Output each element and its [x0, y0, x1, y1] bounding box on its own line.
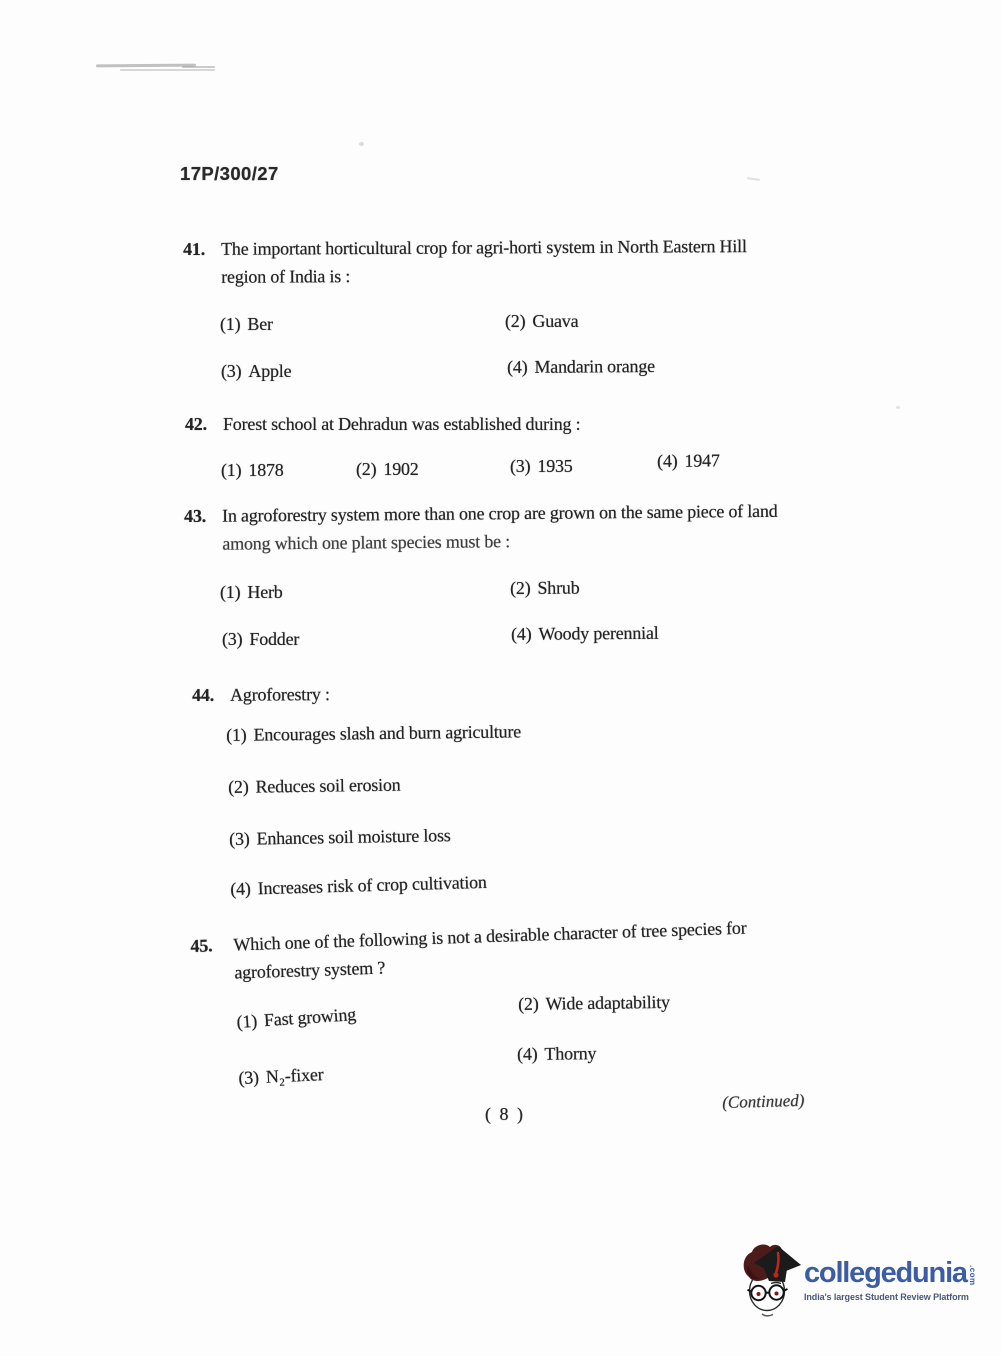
option-42-3: (3) 1935	[510, 456, 573, 476]
question-43	[184, 498, 778, 558]
option-44-2: (2) Reduces soil erosion	[228, 774, 401, 797]
scan-artifact-speck	[896, 406, 900, 409]
option-45-1: (1) Fast growing	[236, 1004, 357, 1032]
scan-artifact-speck	[747, 177, 760, 181]
option-43-2: (2) Shrub	[510, 577, 580, 598]
question-41-text: The important horticultural crop for agri-horti system in North Eastern Hill region of India is :	[221, 236, 747, 287]
option-41-2: (2) Guava	[505, 311, 579, 331]
option-44-3: (3) Enhances soil moisture loss	[229, 825, 451, 849]
continued-note: (Continued)	[722, 1090, 805, 1112]
question-44-number: 44.	[192, 684, 215, 705]
collegedunia-tagline: India's largest Student Review Platform	[804, 1292, 969, 1302]
question-45-number: 45.	[190, 935, 213, 956]
option-43-1: (1) Herb	[220, 582, 283, 602]
question-44	[192, 681, 330, 709]
option-45-2: (2) Wide adaptability	[518, 991, 670, 1014]
scan-artifact-mark	[182, 66, 215, 68]
option-43-4: (4) Woody perennial	[511, 622, 659, 644]
question-42-number: 42.	[185, 414, 207, 434]
question-44-text: Agroforestry :	[230, 684, 330, 705]
question-43-number: 43.	[184, 505, 207, 526]
question-45-text: Which one of the following is not a desirable character of tree species for agroforestry system ?	[233, 917, 747, 983]
question-42	[185, 411, 580, 439]
collegedunia-logo-text	[804, 1241, 977, 1302]
option-45-4: (4) Thorny	[517, 1043, 597, 1064]
option-44-1: (1) Encourages slash and burn agriculture	[226, 721, 522, 745]
scan-artifact-mark	[120, 69, 215, 71]
collegedunia-brand-text: collegedunia	[804, 1257, 967, 1289]
option-41-4: (4) Mandarin orange	[507, 355, 655, 377]
option-44-4: (4) Increases risk of crop cultivation	[230, 871, 487, 899]
question-45	[190, 914, 748, 988]
option-41-3: (3) Apple	[221, 361, 292, 381]
scan-artifact-mark	[96, 64, 196, 68]
question-43-text: In agroforestry system more than one crop are grown on the same piece of land among which one plant species must be :	[222, 500, 778, 554]
collegedunia-logo	[740, 1241, 977, 1321]
question-42-text: Forest school at Dehradun was established during :	[223, 414, 581, 434]
paper-code: 17P/300/27	[180, 163, 279, 184]
option-42-4: (4) 1947	[657, 450, 720, 471]
scan-artifact-speck	[359, 142, 364, 146]
option-43-3: (3) Fodder	[222, 629, 300, 649]
collegedunia-domain-text: .com	[967, 1265, 977, 1286]
question-41-number: 41.	[183, 238, 206, 259]
option-41-1: (1) Ber	[220, 314, 273, 334]
collegedunia-mascot-icon	[740, 1241, 802, 1321]
page-number: ( 8 )	[485, 1104, 525, 1124]
option-42-2: (2) 1902	[356, 459, 419, 479]
question-41	[183, 233, 747, 291]
option-42-1: (1) 1878	[221, 460, 284, 480]
option-45-3: (3) N₂-fixer	[238, 1064, 324, 1088]
